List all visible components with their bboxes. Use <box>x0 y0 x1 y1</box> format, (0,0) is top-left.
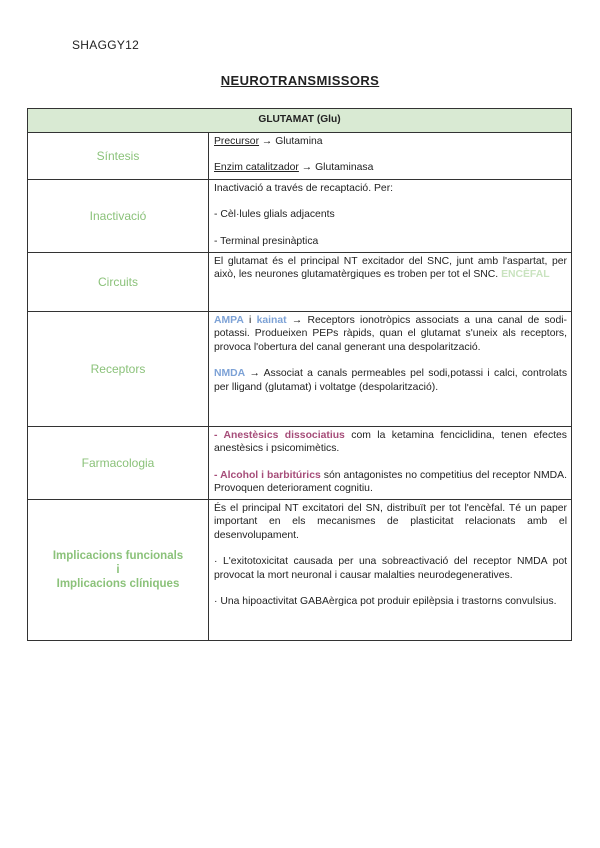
circuits-tag: ENCÈFAL <box>501 269 550 281</box>
nmda-text: → Associat a canals permeables pel sodi,potassi i calci, controlats per lligand (glutamat) i voltatge (despolarització). <box>214 368 568 393</box>
inactivacio-item-glials: - Cèl·lules glials adjacents <box>214 209 335 221</box>
content-inactivacio <box>209 180 572 253</box>
precursor-label: Precursor <box>214 136 260 147</box>
kainat-term: kainat <box>256 315 287 326</box>
inactivacio-item-terminal: - Terminal presinàptica <box>214 235 319 247</box>
neurotransmitter-table <box>27 108 572 641</box>
nmda-term: NMDA <box>214 368 246 380</box>
implicacions-label-2: i <box>116 564 120 576</box>
circuits-text: El glutamat és el principal NT excitador del SNC, junt amb l'aspartat, per això, les neurones glutamatèrgiques es troben per tot el SNC. <box>214 256 568 281</box>
implicacions-para1: És el principal NT excitatori del SN, distribuït per tot l'encèfal. Té un paper important en els mecanismes de plasticitat relacionats amb el desenvolupament. <box>214 503 568 541</box>
implicacions-label-3: Implicacions clíniques <box>56 578 180 590</box>
ampa-term: AMPA <box>214 315 244 326</box>
author-name: SHAGGY12 <box>72 38 140 52</box>
implicacions-label-1: Implicacions funcionals <box>52 550 184 562</box>
label-receptors: Receptors <box>28 312 209 427</box>
table-header-row <box>28 109 572 133</box>
row-farmacologia <box>28 427 572 500</box>
label-circuits: Circuits <box>28 253 209 312</box>
inactivacio-intro: Inactivació a través de recaptació. Per: <box>214 183 394 194</box>
label-farmacologia: Farmacologia <box>28 427 209 500</box>
enzim-label: Enzim catalitzador <box>214 162 299 174</box>
row-circuits <box>28 253 572 312</box>
farma-item1-prefix: - <box>214 430 224 441</box>
precursor-value: → Glutamina <box>259 136 323 147</box>
enzim-value: → Glutaminasa <box>298 162 374 174</box>
farma-item2-bold: Alcohol i barbitúrics <box>220 469 321 481</box>
content-farmacologia <box>209 427 572 500</box>
ampa-text: → Receptors ionotròpics associats a una canal de sodi-potassi. Produeixen PEPs ràpids, quan el glutamat s'uneix als receptors, provoca l'obertura del canal generant una despolarització. <box>214 315 568 353</box>
label-sintesis: Síntesis <box>28 133 209 180</box>
content-receptors <box>209 312 572 427</box>
row-sintesis <box>28 133 572 180</box>
implicacions-para2: · L'exitotoxicitat causada per una sobreactivació del receptor NMDA pot provocat la mort neuronal i causar malalties neurodegeneratives. <box>214 556 568 581</box>
farma-item2-text: són antagonistes no competitius del receptor NMDA. Provoquen deteriorament cognitiu. <box>214 469 568 495</box>
content-circuits <box>209 253 572 312</box>
label-inactivacio: Inactivació <box>28 180 209 253</box>
implicacions-para3: · Una hipoactivitat GABAèrgica pot produir epilèpsia i trastorns convulsius. <box>214 596 557 608</box>
table-heading: GLUTAMAT (Glu) <box>28 109 572 133</box>
row-receptors <box>28 312 572 427</box>
farma-item1-text: com la ketamina fenciclidina, tenen efectes anestèsics i psicomimètics. <box>214 430 568 455</box>
content-implicacions <box>209 500 572 641</box>
row-inactivacio <box>28 180 572 253</box>
farma-item2-prefix: - <box>214 469 221 481</box>
label-implicacions <box>28 500 209 641</box>
page-title: NEUROTRANSMISSORS <box>220 73 380 88</box>
ampa-conj: i <box>243 315 257 326</box>
content-sintesis <box>209 133 572 180</box>
farma-item1-bold: Anestèsics dissociatius <box>223 430 345 441</box>
row-implicacions <box>28 500 572 641</box>
